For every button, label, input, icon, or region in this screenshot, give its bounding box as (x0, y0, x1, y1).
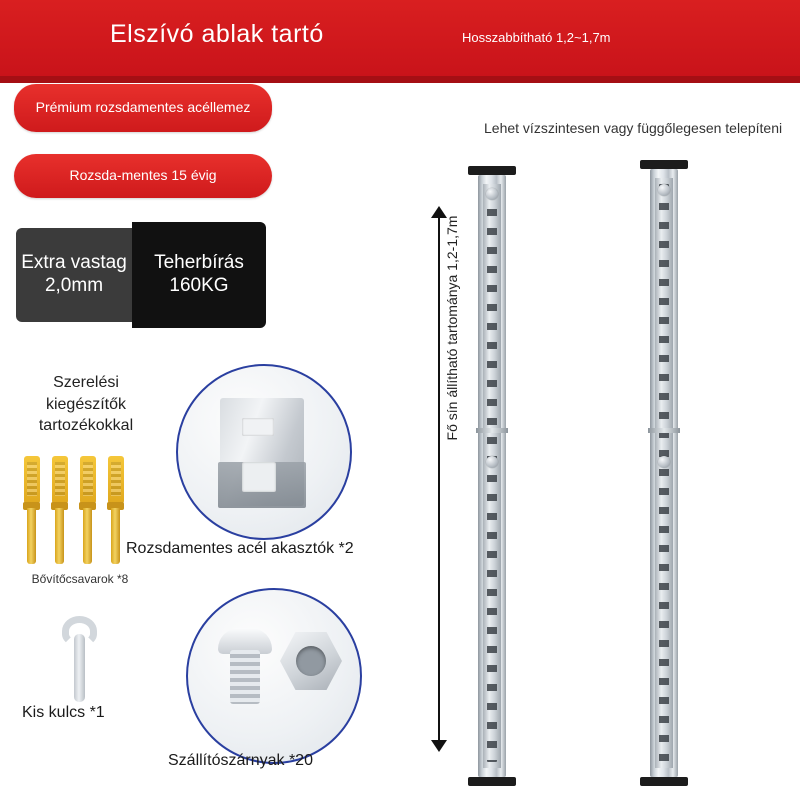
badge-premium-steel-label: Prémium rozsdamentes acéllemez (35, 99, 251, 116)
rail-joint-band (648, 428, 680, 433)
page-title: Elszívó ablak tartó (110, 20, 324, 48)
hook-caption: Rozsdamentes acél akasztók *2 (126, 540, 354, 557)
spec-load-capacity (132, 222, 266, 328)
screw-and-nut-icon (186, 588, 362, 764)
rail-hole-pattern (487, 190, 497, 762)
dimension-arrow-down-icon (431, 740, 447, 752)
rail-screw-icon (658, 184, 670, 196)
header-subtitle: Hosszabbítható 1,2~1,7m (462, 30, 611, 45)
telescopic-rail-left (466, 166, 518, 786)
header-accent-strip (0, 76, 800, 83)
rail-screw-icon (658, 456, 670, 468)
wall-anchor-icon (18, 448, 142, 598)
wrench-label: Kis kulcs *1 (22, 704, 105, 721)
rail-end-cap-top (640, 160, 688, 169)
rail-end-cap-bottom (468, 777, 516, 786)
badge-rustproof-15y-label: Rozsda-mentes 15 évig (69, 167, 217, 184)
install-note: Lehet vízszintesen vagy függőlegesen telepíteni (484, 120, 783, 136)
anchor-label: Bővítőcsavarok *8 (31, 572, 129, 586)
stainless-hook-icon (176, 364, 352, 540)
header-banner (0, 0, 800, 76)
rail-screw-icon (486, 456, 498, 468)
range-label: Fő sín állítható tartománya 1,2-1,7m (444, 215, 460, 441)
spec-load-capacity-label: Teherbírás 160KG (154, 252, 244, 296)
rail-screw-icon (486, 188, 498, 200)
wrench-icon (52, 616, 108, 702)
badge-premium-steel (14, 84, 272, 132)
badge-rustproof-15y (14, 154, 272, 198)
rail-joint-band (476, 428, 508, 433)
screw-caption: Szállítószárnyak *20 (168, 752, 313, 769)
spec-thickness-label: Extra vastag 2,0mm (21, 252, 127, 296)
dimension-line (438, 214, 440, 746)
spec-thickness (16, 228, 132, 322)
rail-end-cap-top (468, 166, 516, 175)
telescopic-rail-right (638, 160, 690, 786)
rail-end-cap-bottom (640, 777, 688, 786)
rail-hole-pattern (659, 184, 669, 762)
accessories-heading: Szerelési kiegészítők tartozékokkal (38, 374, 134, 435)
